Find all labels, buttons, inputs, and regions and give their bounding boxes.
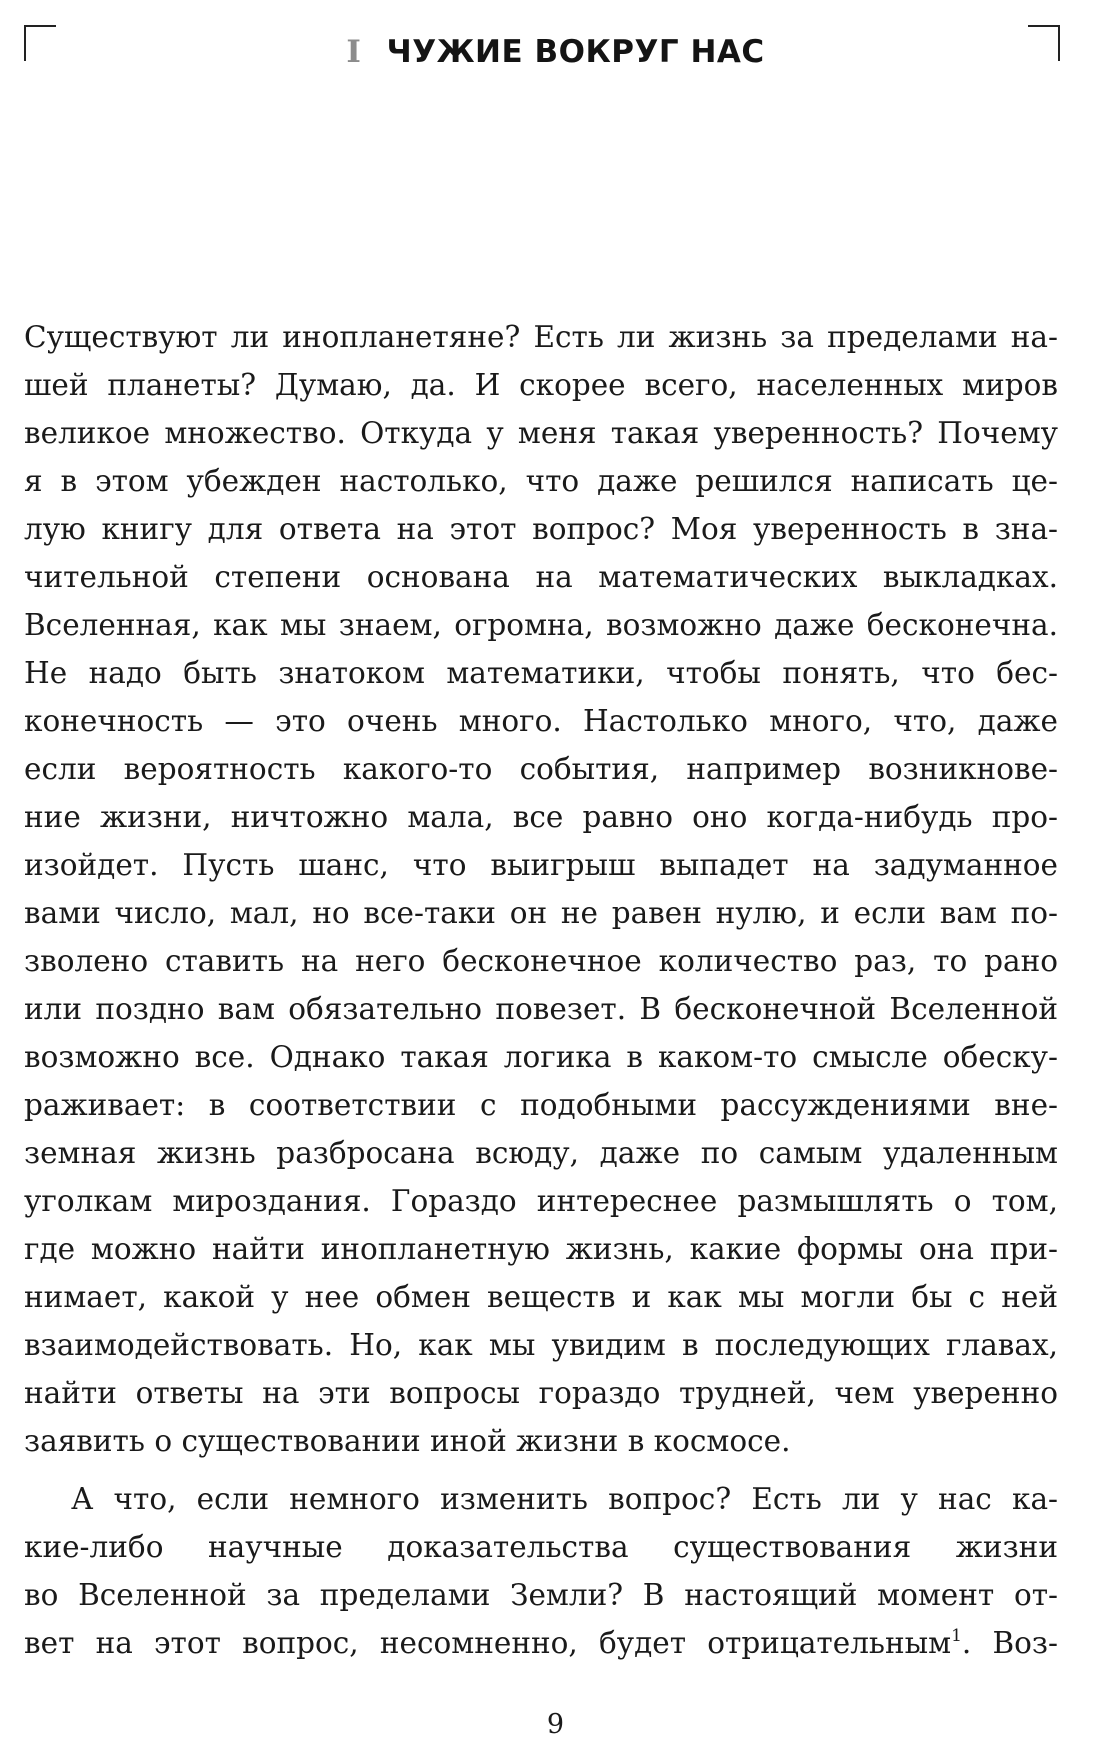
text-line: вами число, мал, но все-таки он не равен нулю, и если вам по- [24, 896, 1058, 930]
text-line: кие-либо научные доказательства существования жизни [24, 1530, 1058, 1564]
text-line: уголкам мироздания. Гораздо интереснее размышлять о том, [24, 1184, 1058, 1218]
text-line: изойдет. Пусть шанс, что выигрыш выпадет на задуманное [24, 848, 1058, 882]
paragraph [24, 313, 1058, 1465]
text-line-with-footnote [24, 1619, 1058, 1667]
text-line: А что, если немного изменить вопрос? Есть ли у нас ка- [71, 1482, 1058, 1516]
text-line: конечность — это очень много. Настолько много, что, даже [24, 704, 1058, 738]
text-line: найти ответы на эти вопросы гораздо трудней, чем уверенно [24, 1376, 1058, 1410]
page-number: 9 [546, 1709, 565, 1740]
chapter-title: ЧУЖИЕ ВОКРУГ НАС [386, 34, 765, 70]
text-line: я в этом убежден настолько, что даже решился написать це- [24, 464, 1058, 498]
text-line: во Вселенной за пределами Земли? В настоящий момент от- [24, 1578, 1058, 1612]
text-line: лую книгу для ответа на этот вопрос? Моя уверенность в зна- [24, 512, 1058, 546]
paragraph [24, 1475, 1058, 1667]
text-fragment: вет на этот вопрос, несомненно, будет отрицательным [24, 1626, 952, 1660]
text-line: где можно найти инопланетную жизнь, какие формы она при- [24, 1232, 1058, 1266]
text-line: великое множество. Откуда у меня такая уверенность? Почему [24, 416, 1058, 450]
text-line: шей планеты? Думаю, да. И скорее всего, населенных миров [24, 368, 1058, 402]
text-line: или поздно вам обязательно повезет. В бесконечной Вселенной [24, 992, 1058, 1026]
text-line: Вселенная, как мы знаем, огромна, возможно даже бесконечна. [24, 608, 1058, 642]
chapter-number: I [346, 34, 362, 70]
text-line: ние жизни, ничтожно мала, все равно оно когда-нибудь про- [24, 800, 1058, 834]
text-line: Не надо быть знатоком математики, чтобы понять, что бес- [24, 656, 1058, 690]
text-line: земная жизнь разбросана всюду, даже по самым удаленным [24, 1136, 1058, 1170]
running-header [0, 30, 1111, 74]
text-line: нимает, какой у нее обмен веществ и как мы могли бы с ней [24, 1280, 1058, 1314]
paragraph-gap [24, 1465, 1058, 1475]
text-line: возможно все. Однако такая логика в каком-то смысле обеску- [24, 1040, 1058, 1074]
text-line: Существуют ли инопланетяне? Есть ли жизнь за пределами на- [24, 320, 1058, 354]
text-line: если вероятность какого-то события, например возникнове- [24, 752, 1058, 786]
text-line: заявить о существовании иной жизни в космосе. [24, 1424, 791, 1458]
text-fragment: . Воз- [961, 1626, 1058, 1660]
text-line: зволено ставить на него бесконечное количество раз, то рано [24, 944, 1058, 978]
text-line: раживает: в соответствии с подобными рассуждениями вне- [24, 1088, 1058, 1122]
body-text [24, 313, 1058, 1667]
text-line: чительной степени основана на математических выкладках. [24, 560, 1058, 594]
text-line: взаимодействовать. Но, как мы увидим в последующих главах, [24, 1328, 1058, 1362]
footnote-reference[interactable]: 1 [951, 1626, 962, 1646]
